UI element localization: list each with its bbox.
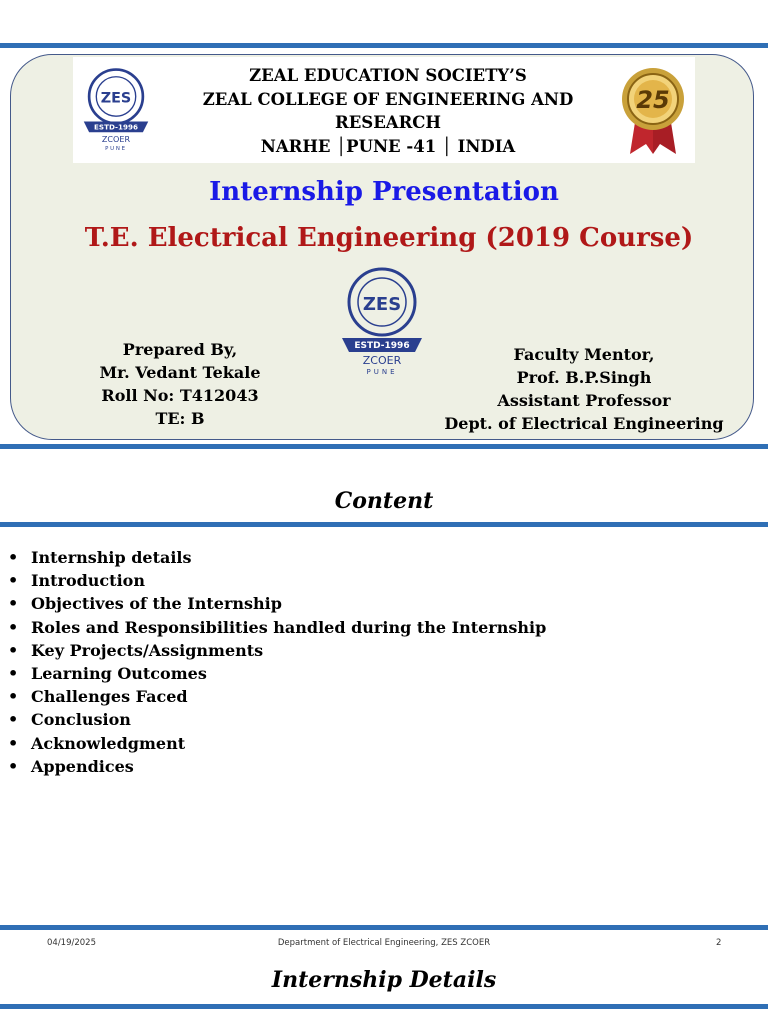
slide1-top-rule	[0, 43, 768, 48]
prepared-by-label: Prepared By,	[122, 340, 238, 359]
college-logo-small	[80, 66, 152, 152]
logo-small-letters: ZES	[100, 90, 132, 107]
header-college-name: ZEAL COLLEGE OF ENGINEERING AND	[202, 90, 574, 109]
mentor-name: Prof. B.P.Singh	[516, 368, 652, 387]
mentor-designation: Assistant Professor	[497, 391, 671, 410]
logo-small-city: PUNE	[105, 146, 127, 152]
list-item: • Challenges Faced	[8, 685, 546, 708]
mentor-department: Dept. of Electrical Engineering	[444, 414, 724, 433]
prepared-by-block	[80, 338, 280, 430]
logo-center-ribbon: ESTD-1996	[354, 341, 410, 351]
slide1-bottom-rule	[0, 444, 768, 449]
roll-number: Roll No: T412043	[101, 386, 259, 405]
presentation-title: Internship Presentation	[209, 177, 559, 207]
internship-details-title: Internship Details	[271, 967, 497, 993]
content-slide-title: Content	[334, 488, 434, 514]
logo-small-name: ZCOER	[101, 135, 131, 145]
content-list	[8, 546, 546, 778]
list-item: • Acknowledgment	[8, 732, 546, 755]
anniversary-badge-icon	[620, 66, 686, 156]
footer-rule	[0, 925, 768, 930]
list-item: • Appendices	[8, 755, 546, 778]
logo-small-ribbon: ESTD-1996	[94, 122, 138, 132]
footer-page-number: 2	[716, 938, 722, 948]
list-item: • Learning Outcomes	[8, 662, 546, 685]
logo-center-letters: ZES	[362, 294, 402, 315]
college-logo-center	[340, 266, 424, 376]
student-name: Mr. Vedant Tekale	[99, 363, 261, 382]
logo-center-city: PUNE	[366, 368, 398, 376]
list-item: • Introduction	[8, 569, 546, 592]
header-address: NARHE │PUNE -41 │ INDIA	[260, 137, 516, 156]
list-item: • Conclusion	[8, 708, 546, 731]
faculty-mentor-block	[440, 343, 728, 435]
faculty-mentor-label: Faculty Mentor,	[513, 345, 655, 364]
list-item: • Objectives of the Internship	[8, 592, 546, 615]
details-title-rule	[0, 1004, 768, 1009]
header-society-name: ZEAL EDUCATION SOCIETY’S	[249, 66, 527, 85]
header-college-name-cont: RESEARCH	[334, 113, 442, 132]
list-item: • Key Projects/Assignments	[8, 639, 546, 662]
content-title-rule	[0, 522, 768, 527]
footer-department: Department of Electrical Engineering, ZES ZCOER	[277, 938, 491, 948]
presentation-subtitle: T.E. Electrical Engineering (2019 Course)	[84, 223, 694, 253]
badge-number: 25	[636, 86, 670, 114]
list-item: • Internship details	[8, 546, 546, 569]
logo-center-name: ZCOER	[362, 354, 402, 367]
list-item: • Roles and Responsibilities handled during the Internship	[8, 616, 546, 639]
footer-date: 04/19/2025	[47, 938, 96, 948]
class-division: TE: B	[155, 409, 205, 428]
